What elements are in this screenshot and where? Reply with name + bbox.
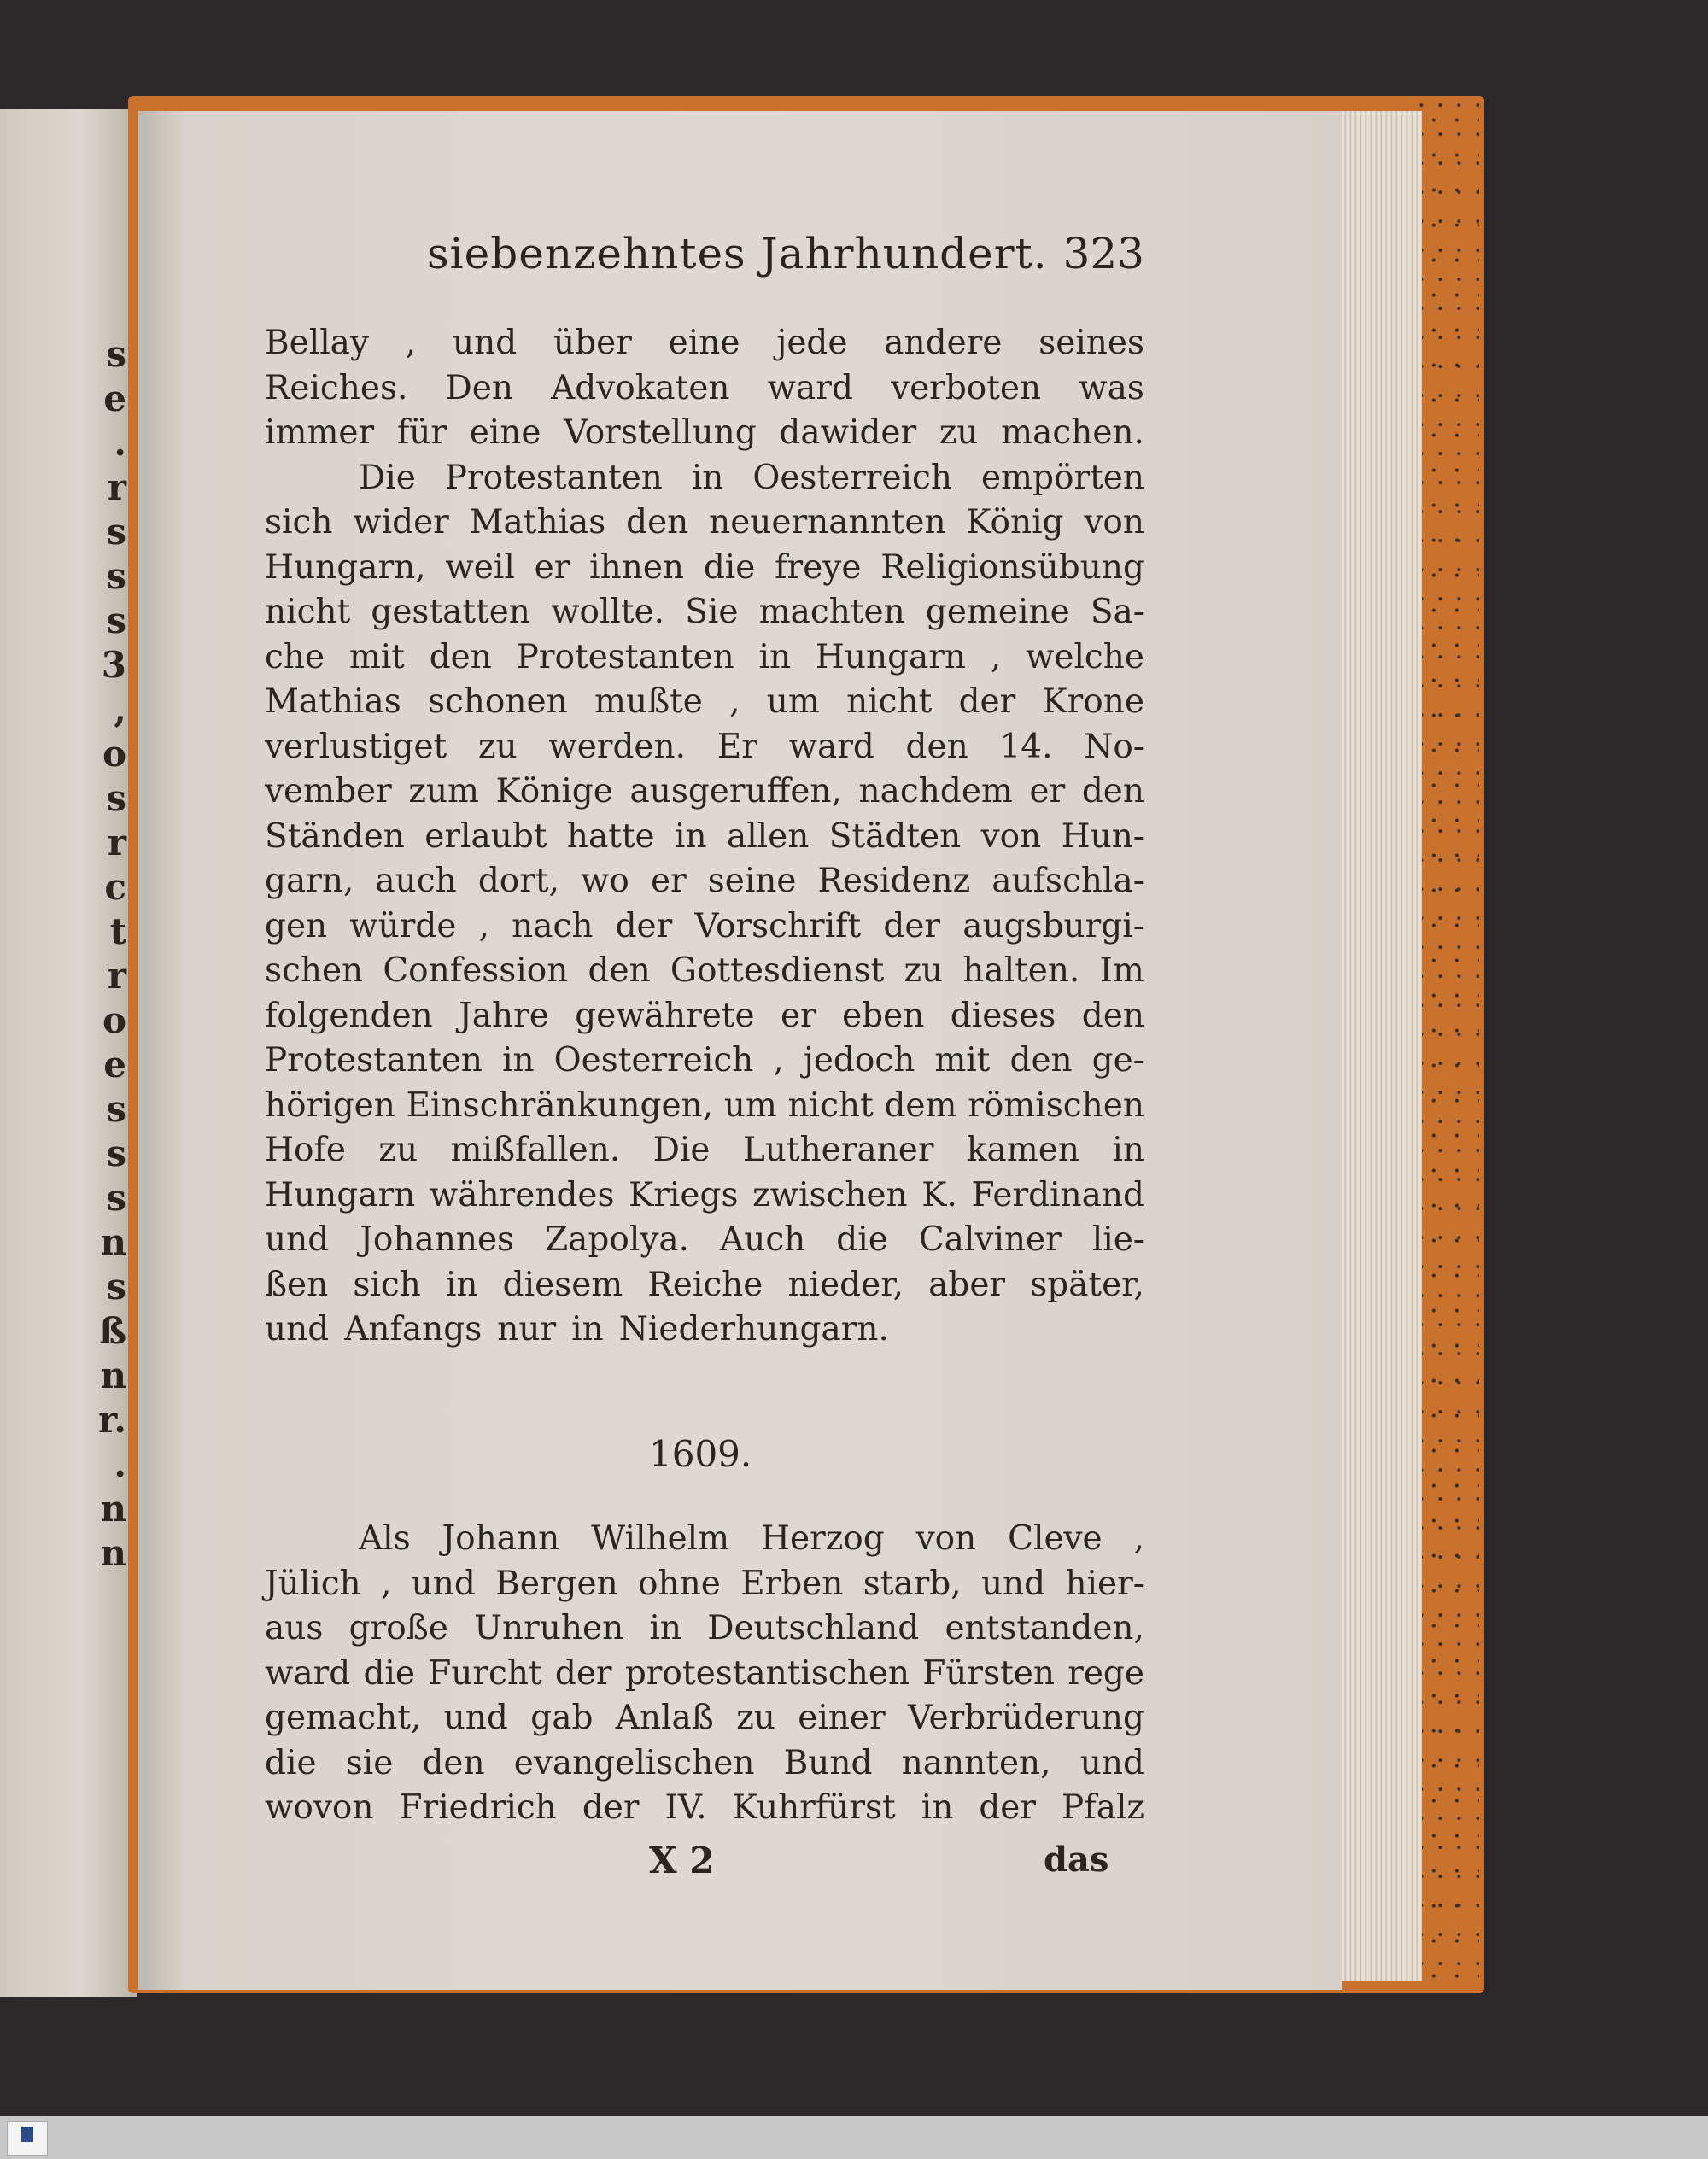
text-line: schen Confession den Gottesdienst zu halten. Im [265,951,1144,990]
page-stack [1337,111,1422,1981]
text-line: Hungarn, weil er ihnen die freye Religionsübung [265,547,1144,587]
book-fore-edge [1418,101,1479,1980]
left-page-glyph: r [107,466,126,508]
text-line: Bellay , und über eine jede andere seines [265,324,1144,362]
text-line: wovon Friedrich der IV. Kuhrfürst in der Pfalz [265,1788,1144,1827]
left-page-glyph: s [106,1266,126,1308]
signature-mark: X 2 [649,1840,715,1881]
text-line: Mathias schonen mußte , um nicht der Krone [265,682,1144,721]
text-line: immer für eine Vorstellung dawider zu machen. [265,413,1144,452]
left-page-glyph: , [114,688,126,730]
text-line: die sie den evangelischen Bund nannten, und [265,1743,1144,1782]
left-page-text-fragments [98,109,126,1997]
text-line: und Johannes Zapolya. Auch die Calviner lie- [265,1220,1144,1259]
left-page-glyph: n [100,1354,126,1396]
text-line: hörigen Einschränkungen, um nicht dem römischen [265,1085,1144,1125]
text-line: verlustiget zu werden. Er ward den 14. No- [265,727,1144,766]
left-page-glyph: r [107,822,126,863]
left-page-glyph: e [103,1044,126,1085]
page-number: 323 [1062,229,1144,278]
text-line: gemacht, und gab Anlaß zu einer Verbrüderung [265,1699,1144,1737]
text-line: Hungarn währendes Kriegs zwischen K. Ferdinand [265,1175,1144,1214]
left-page-glyph: n [100,1221,126,1263]
text-line: gen würde , nach der Vorschrift der augsburgi- [265,906,1144,945]
text-line: und Anfangs nur in Niederhungarn. [265,1310,889,1349]
left-page-glyph: . [114,1443,126,1485]
library-logo-icon [7,2121,48,2156]
text-line: Jülich , und Bergen ohne Erben starb, und hier- [265,1564,1144,1603]
left-page-glyph: s [106,333,126,375]
text-line: Reiches. Den Advokaten ward verboten was [265,368,1144,407]
year-heading: 1609. [649,1433,752,1475]
left-page-glyph: n [100,1532,126,1574]
left-page-glyph: e [103,377,126,419]
catchword: das [1044,1840,1109,1880]
text-line: Ständen erlaubt hatte in allen Städten von Hun- [265,816,1144,856]
running-title: siebenzehntes Jahrhundert. [427,229,1048,278]
left-page-glyph: n [100,1488,126,1530]
left-page-glyph: o [102,999,126,1041]
text-line: Hofe zu mißfallen. Die Lutheraner kamen in [265,1131,1144,1169]
left-page-glyph: r [107,955,126,997]
text-line: ward die Furcht der protestantischen Fürsten rege [265,1653,1144,1693]
text-line: che mit den Protestanten in Hungarn , welche [265,637,1144,676]
left-facing-page [0,109,137,1997]
left-page-glyph: o [102,733,126,775]
left-page-glyph: s [106,1132,126,1174]
text-line: Als Johann Wilhelm Herzog von Cleve , [359,1519,1144,1558]
left-page-glyph: s [106,1177,126,1219]
text-line: Die Protestanten in Oesterreich empörten [359,458,1144,497]
text-line: vember zum Könige ausgeruffen, nachdem er den [265,772,1144,810]
left-page-glyph: s [106,1088,126,1130]
left-page-glyph: t [109,910,126,952]
left-page-glyph: s [106,600,126,641]
left-page-glyph: c [104,866,126,908]
text-line: ßen sich in diesem Reiche nieder, aber später, [265,1265,1144,1304]
text-line: sich wider Mathias den neuernannten König von [265,503,1144,541]
running-head [427,229,1144,289]
left-page-glyph: s [106,555,126,597]
left-page-glyph: 3 [101,644,126,686]
viewer-footer-bar [0,2116,1708,2159]
left-page-glyph: . [114,422,126,464]
text-line: Protestanten in Oesterreich , jedoch mit den ge- [265,1041,1144,1080]
left-page-glyph: s [106,777,126,819]
text-line: aus große Unruhen in Deutschland entstanden, [265,1609,1144,1647]
text-line: folgenden Jahre gewährete er eben dieses den [265,996,1144,1035]
left-page-glyph: ß [99,1310,126,1352]
text-line: nicht gestatten wollte. Sie machten gemeine Sa- [265,593,1144,631]
left-page-glyph: r. [98,1399,126,1441]
left-page-glyph: s [106,511,126,553]
text-line: garn, auch dort, wo er seine Residenz aufschla- [265,862,1144,900]
